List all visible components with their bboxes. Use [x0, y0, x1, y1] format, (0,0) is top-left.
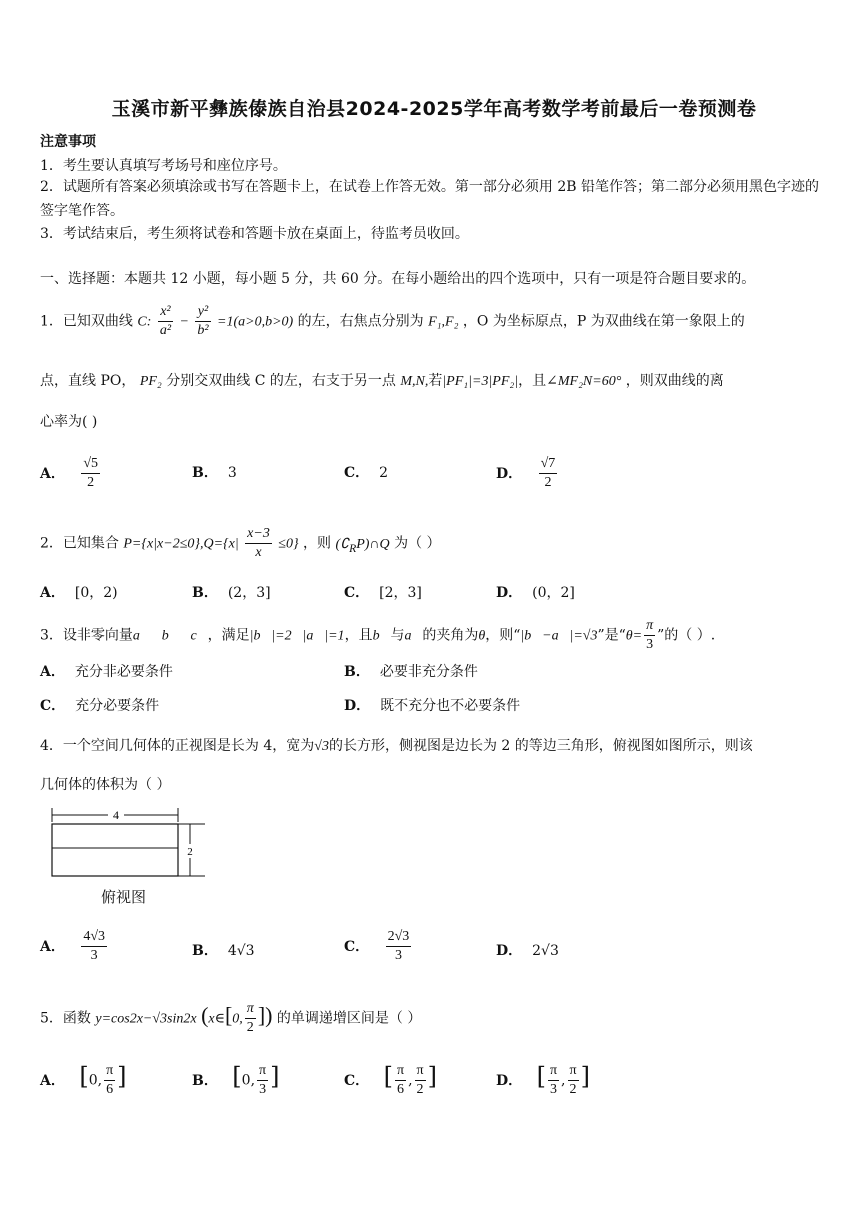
width-label: 4: [113, 808, 119, 822]
q4-option-a[interactable]: A． $\frac{4√3}{3}$: [40, 929, 106, 963]
q4-option-c[interactable]: C． $\frac{2√3}{3}$: [344, 929, 410, 963]
q1-line2: 点，直线 PO， PF₂ 分别交双曲线 C 的左，右支于另一点 M,N,若|PF₁|=3|PF₂|，且∠MF₂N=60° ，则双曲线的离: [40, 373, 724, 389]
q4-line2: 几何体的体积为（ ）: [40, 777, 171, 793]
q4-line1: 4．一个空间几何体的正视图是长为 4，宽为√3的长方形，侧视图是边长为 2 的等边三角形，俯视图如图所示，则该: [40, 738, 753, 754]
height-label: 2: [187, 846, 193, 858]
q1-option-a[interactable]: A． $\frac{√5}{2}$: [40, 456, 99, 490]
q1-text-6: ，则双曲线的离: [625, 373, 724, 389]
q5-line: 5．函数 y=cos2x−√3sin2x (x∈[0, $\frac{\pi}{2}$ ]) 的单调递增区间是（ ）: [40, 1001, 422, 1035]
q1-frac-y: $\frac{\text{y²}}{\text{b²}}$: [197, 304, 209, 338]
q1-text-3: ，O 为坐标原点，P 为双曲线在第一象限上的: [462, 313, 745, 330]
figure-caption: 俯视图: [101, 888, 147, 906]
q1-text: 1．已知双曲线: [40, 313, 133, 330]
q1-text-2: 的左，右焦点分别为: [297, 313, 424, 330]
q1-option-c[interactable]: C． 2: [344, 465, 389, 481]
q3-option-b[interactable]: B． 必要非充分条件: [344, 664, 478, 680]
notice-item-2: 2．试题所有答案必须填涂或书写在答题卡上，在试卷上作答无效。第一部分必须用 2B 铅笔作答；第二部分必须用黑色字迹的签字笔作答。: [40, 179, 819, 219]
q5-option-d[interactable]: D． [ $\frac{\pi}{3}$ , $\frac{\pi}{2}$ ]: [496, 1062, 590, 1097]
q1-text-4: 点，直线 PO，: [40, 373, 136, 389]
q2-option-a[interactable]: A． [0，2): [40, 585, 118, 601]
q4-option-b[interactable]: B． 4√3: [192, 943, 255, 959]
q2-option-c[interactable]: C． [2，3]: [344, 585, 422, 601]
notice-item-1: 1．考生要认真填写考场号和座位序号。: [40, 158, 287, 174]
q1-text-5: 分别交双曲线 C 的左，右支于另一点: [166, 373, 396, 389]
section-heading: 一、选择题：本题共 12 小题，每小题 5 分，共 60 分。在每小题给出的四个选项中，只有一项是符合题目要求的。: [40, 271, 756, 287]
q1-frac-x: $\frac{\text{x²}}{\text{a²}}$: [159, 304, 172, 338]
q3-option-c[interactable]: C． 充分必要条件: [40, 698, 160, 714]
q1-formula: C:: [137, 314, 152, 330]
q3-option-a[interactable]: A． 充分非必要条件: [40, 664, 173, 680]
notice-heading: 注意事项: [40, 134, 96, 150]
q2-option-b[interactable]: B． (2，3]: [192, 585, 271, 601]
q5-option-a[interactable]: A． [0, $\frac{\pi}{6}$ ]: [40, 1062, 127, 1097]
top-view-rectangle: [52, 824, 178, 876]
q4-option-d[interactable]: D． 2√3: [496, 943, 559, 959]
q2-option-d[interactable]: D． (0，2]: [496, 585, 575, 601]
page-title: 玉溪市新平彝族傣族自治县2024-2025学年高考数学考前最后一卷预测卷: [111, 98, 757, 120]
q3-line: 3．设非零向量a⃗，b⃗，c⃗，满足|b⃗|=2，|a⃗|=1，且b⃗与a⃗的夹角为θ，则“|b⃗−a⃗|=√3”是“θ= $\frac{\pi}{3}$ ”的（ ）.: [40, 618, 716, 652]
q1-option-d[interactable]: D． $\frac{√7}{2}$: [496, 456, 556, 490]
q2-line: 2．已知集合 P={x|x−2≤0},Q={x| $\frac{x-3}{x}$ ≤0} ，则 $(∁_RP)\cap Q$ 为（ ）: [40, 526, 441, 560]
q5-option-c[interactable]: C． [ $\frac{\pi}{6}$ , $\frac{\pi}{2}$ ]: [344, 1062, 437, 1097]
q1-option-b[interactable]: B． 3: [192, 465, 237, 481]
q5-option-b[interactable]: B． [0, $\frac{\pi}{3}$ ]: [192, 1062, 280, 1097]
q1-line1: 1．已知双曲线 C: $\frac{\text{x²}}{\text{a²}}$ − $\frac{\text{y²}}{\text{b²}}$ =1(a>0,b>0) 的左，右焦点分别为 F₁,F₂ ，O 为坐标原点，P 为双曲线在第一象限上的: [40, 304, 745, 338]
q3-option-d[interactable]: D． 既不充分也不必要条件: [344, 698, 521, 714]
notice-item-3: 3．考试结束后，考生须将试卷和答题卡放在桌面上，待监考员收回。: [40, 226, 469, 242]
q1-line3: 心率为( ): [40, 414, 98, 430]
